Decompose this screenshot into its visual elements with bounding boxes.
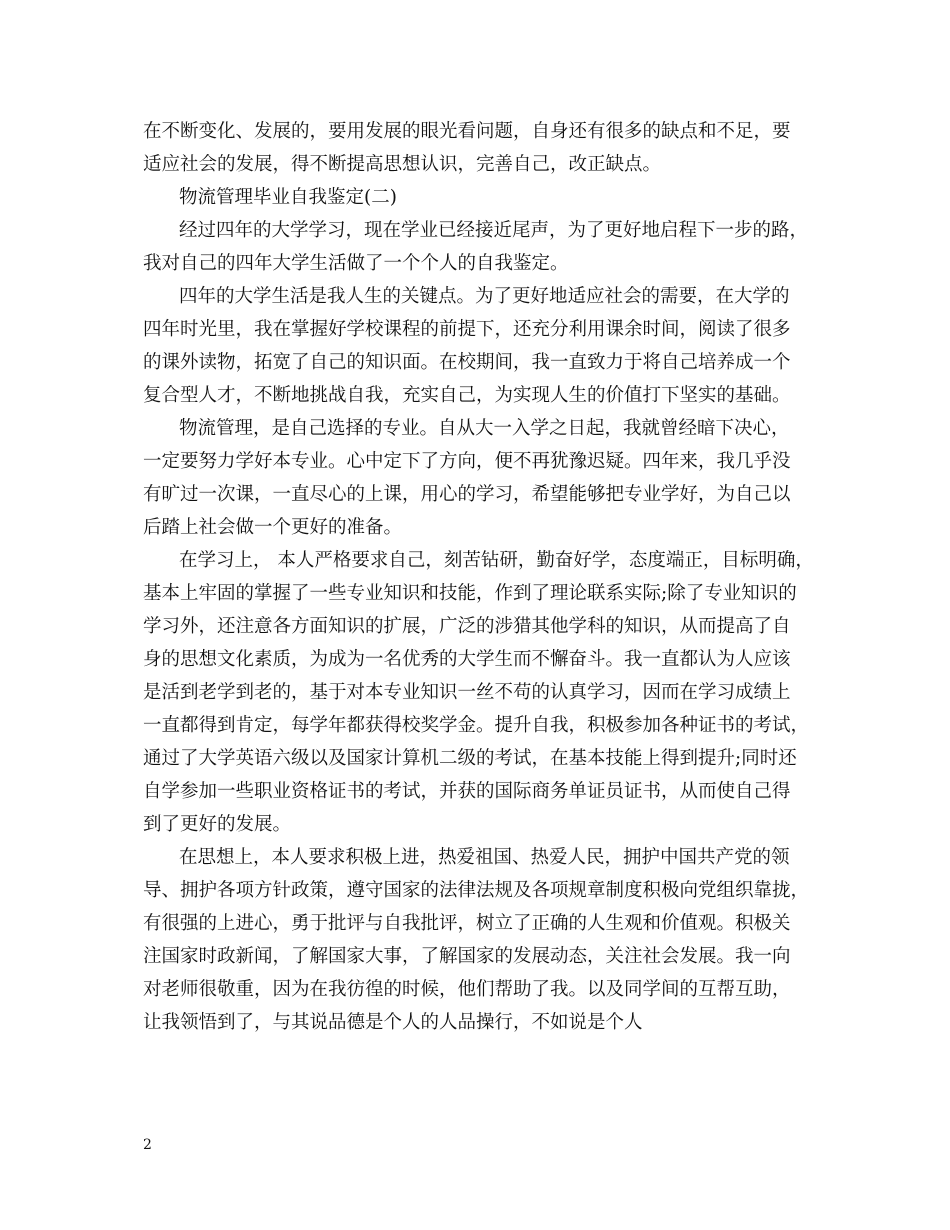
text-line: 后踏上社会做一个更好的准备。 [143, 517, 403, 538]
text-line: 经过四年的大学学习，现在学业已经接近尾声，为了更好地启程下一步的路， [179, 220, 809, 241]
text-line: 学习外，还注意各方面知识的扩展，广泛的涉猎其他学科的知识，从而提高了自 [143, 616, 791, 637]
text-line: 四年的大学生活是我人生的关键点。为了更好地适应社会的需要，在大学的 [179, 286, 790, 307]
text-line: 复合型人才，不断地挑战自我，充实自己，为实现人生的价值打下坚实的基础。 [143, 385, 791, 406]
text-line: 我对自己的四年大学生活做了一个个人的自我鉴定。 [143, 253, 569, 274]
text-line: 有很强的上进心，勇于批评与自我批评，树立了正确的人生观和价值观。积极关 [143, 913, 791, 934]
text-line: 到了更好的发展。 [143, 814, 292, 835]
text-line: 是活到老学到老的，基于对本专业知识一丝不苟的认真学习，因而在学习成绩上 [143, 682, 791, 703]
text-line: 注国家时政新闻，了解国家大事，了解国家的发展动态，关注社会发展。我一向 [143, 946, 791, 967]
page-number: 2 [143, 1137, 152, 1153]
text-line: 在思想上，本人要求积极上进，热爱祖国、热爱人民，拥护中国共产党的领 [179, 847, 790, 868]
text-line: 四年时光里，我在掌握好学校课程的前提下，还充分利用课余时间，阅读了很多 [143, 319, 791, 340]
text-line: 通过了大学英语六级以及国家计算机二级的考试，在基本技能上得到提升;同时还 [143, 748, 797, 769]
text-line: 适应社会的发展，得不断提高思想认识，完善自己，改正缺点。 [143, 154, 662, 175]
text-line: 一直都得到肯定，每学年都获得校奖学金。提升自我，积极参加各种证书的考试， [143, 715, 810, 736]
text-line: 的课外读物，拓宽了自己的知识面。在校期间，我一直致力于将自己培养成一个 [143, 352, 791, 373]
text-line: 自学参加一些职业资格证书的考试，并获的国际商务单证员证书，从而使自己得 [143, 781, 791, 802]
text-line: 在学习上， 本人严格要求自己，刻苦钻研，勤奋好学，态度端正，目标明确， [179, 550, 814, 571]
text-line: 物流管理毕业自我鉴定(二) [179, 187, 397, 208]
text-line: 对老师很敬重，因为在我彷徨的时候，他们帮助了我。以及同学间的互帮互助， [143, 979, 791, 1000]
text-line: 有旷过一次课，一直尽心的上课，用心的学习，希望能够把专业学好，为自己以 [143, 484, 791, 505]
text-line: 在不断变化、发展的，要用发展的眼光看问题，自身还有很多的缺点和不足，要 [143, 121, 791, 142]
text-line: 一定要努力学好本专业。心中定下了方向，便不再犹豫迟疑。四年来，我几乎没 [143, 451, 791, 472]
text-line: 让我领悟到了，与其说品德是个人的人品操行，不如说是个人 [143, 1012, 643, 1033]
text-line: 基本上牢固的掌握了一些专业知识和技能，作到了理论联系实际;除了专业知识的 [143, 583, 797, 604]
text-line: 物流管理，是自己选择的专业。自从大一入学之日起，我就曾经暗下决心， [179, 418, 790, 439]
text-line: 身的思想文化素质，为成为一名优秀的大学生而不懈奋斗。我一直都认为人应该 [143, 649, 791, 670]
text-line: 导、拥护各项方针政策，遵守国家的法律法规及各项规章制度积极向党组织靠拢， [143, 880, 810, 901]
